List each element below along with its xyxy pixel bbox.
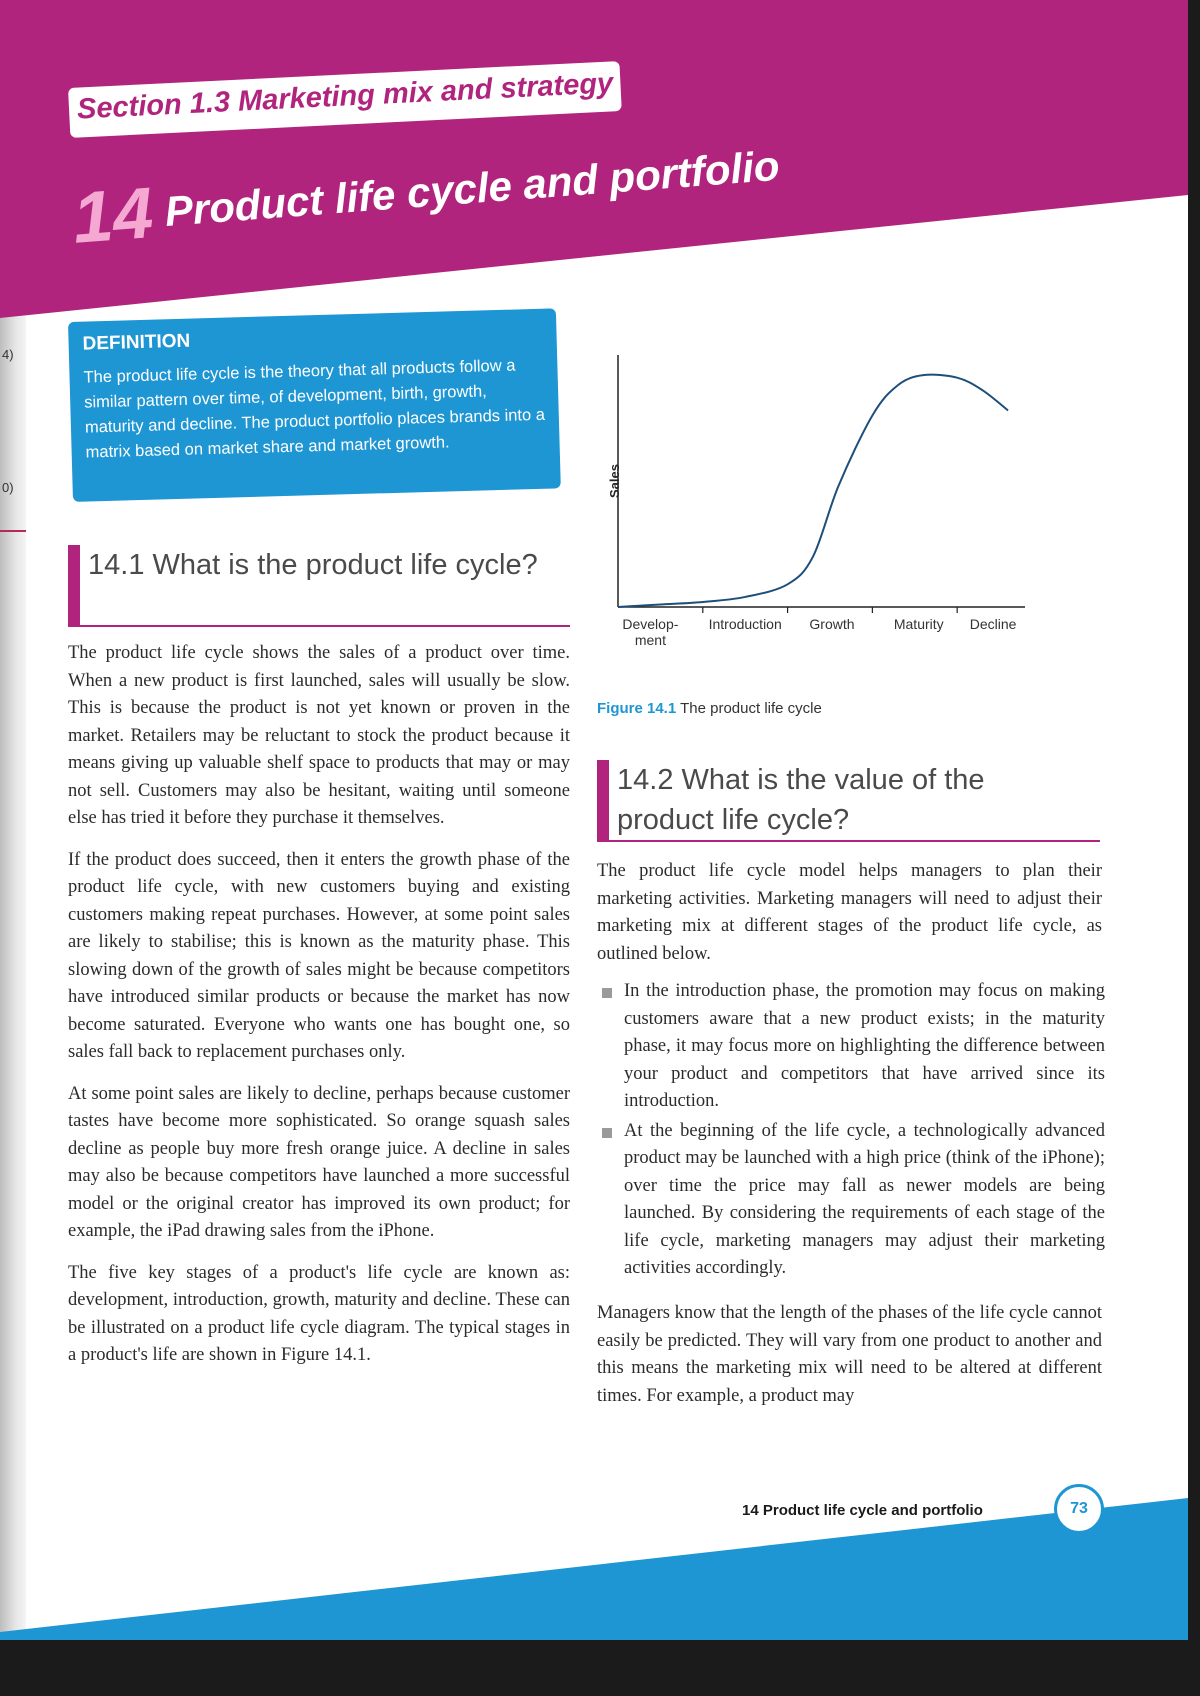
chapter-number: 14 [70, 172, 156, 259]
margin-rule [0, 530, 26, 532]
body-paragraph: The product life cycle shows the sales of a product over time. When a new product is first launched, sales will usually be slow. This is because the product is not yet known or proven in the market. Retailers may be reluctant to stock the product because it means giving up valuable shelf space to products that may or may not sell. Customers may also be hesitant, waiting until someone else has tried it before they purchase it themselves. [68, 643, 570, 828]
section-title-14-1: 14.1 What is the product life cycle? [88, 549, 538, 581]
body-paragraph: If the product does succeed, then it enters the growth phase of the product life cycle, with new customers buying and existing customers making repeat purchases. However, at some point sales are likely to stabilise; this is known as the maturity phase. This slowing down of the growth of sales might be because competitors have introduced similar products or because the market has now become saturated. Everyone who wants one has bought one, so sales fall back to replacement purchases only. [68, 849, 570, 1062]
body-paragraph: The five key stages of a product's life cycle are known as: development, introduction, growth, maturity and decline. These can be illustrated on a product life cycle diagram. The typical stages in a product's life are shown in Figure 14.1. [68, 1262, 570, 1365]
chart-svg [585, 345, 1045, 675]
page-number-badge [1054, 1484, 1104, 1534]
bullet-square-icon [602, 1128, 612, 1138]
figure-caption-label: Figure 14.1 [597, 700, 677, 717]
page-number: 73 [1070, 1500, 1088, 1517]
bullet-text: At the beginning of the life cycle, a technologically advanced product may be launched with a high price (think of the iPhone); over time the price may fall as newer models are being launched. By considering the requirements of each stage of the life cycle, marketing managers may adjust their marketing activities accordingly. [624, 1120, 1105, 1278]
definition-body: The product life cycle is the theory that all products follow a similar pattern over time, of development, birth, growth, maturity and decline. The product portfolio places brands into a matrix based on market share and market growth. [83, 356, 546, 462]
list-item [600, 978, 1105, 1116]
section-heading-14-1 [68, 545, 570, 627]
bullet-list [600, 978, 1105, 1285]
stage-label: Decline [969, 616, 1017, 632]
stage-label: Introduction [708, 616, 782, 632]
stage-label: Maturity [893, 616, 944, 632]
section-heading-14-2 [597, 760, 1100, 842]
figure-caption [597, 700, 822, 717]
section-title-14-2: 14.2 What is the value of the product life cycle? [617, 764, 985, 836]
section-label-text: Section 1.3 Marketing mix and strategy [76, 67, 614, 126]
definition-box [68, 308, 561, 502]
margin-fragment: 4) [2, 347, 14, 362]
stage-label: ment [634, 632, 666, 648]
heading-rule [80, 625, 570, 627]
heading-accent-bar [68, 545, 80, 627]
stage-label: Develop- [622, 616, 679, 632]
margin-fragment: 0) [2, 480, 14, 495]
footer-band [0, 1460, 1188, 1640]
stage-label: Growth [809, 616, 855, 632]
figure-caption-text: The product life cycle [680, 700, 822, 717]
body-paragraph: At some point sales are likely to decline, perhaps because customer tastes have become more sophisticated. So orange squash sales decline as people buy more fresh orange juice. A decline in sales may also be because competitors have launched a more successful model or the original creator has improved its own product; for example, the iPad drawing sales from the iPhone. [68, 1083, 570, 1241]
body-paragraph: The product life cycle model helps managers to plan their marketing activities. Marketing managers will need to adjust their marketing mix at different stages of the product life cycle, as outlined below. [597, 861, 1102, 964]
bullet-square-icon [602, 988, 612, 998]
section-14-2-closing [597, 1300, 1102, 1424]
chapter-title-text: Product life cycle and portfolio [163, 141, 781, 235]
list-item [600, 1118, 1105, 1283]
definition-title: DEFINITION [82, 330, 191, 355]
bullet-text: In the introduction phase, the promotion may focus on making customers aware that a new product exists; in the maturity phase, it may focus more on highlighting the difference between your product and competitors that have arrived since its introduction. [624, 981, 1105, 1111]
product-life-cycle-chart [585, 345, 1045, 675]
body-paragraph: Managers know that the length of the phases of the life cycle cannot easily be predicted. They will vary from one product to another and this means the marketing mix will need to be altered at different times. For example, a product may [597, 1303, 1102, 1406]
left-column-body [68, 640, 570, 1384]
running-footer-title: 14 Product life cycle and portfolio [742, 1502, 983, 1519]
y-axis-label: Sales [607, 464, 622, 498]
sales-curve [618, 375, 1008, 607]
heading-rule [609, 840, 1100, 842]
heading-accent-bar [597, 760, 609, 842]
section-14-2-intro [597, 858, 1102, 982]
